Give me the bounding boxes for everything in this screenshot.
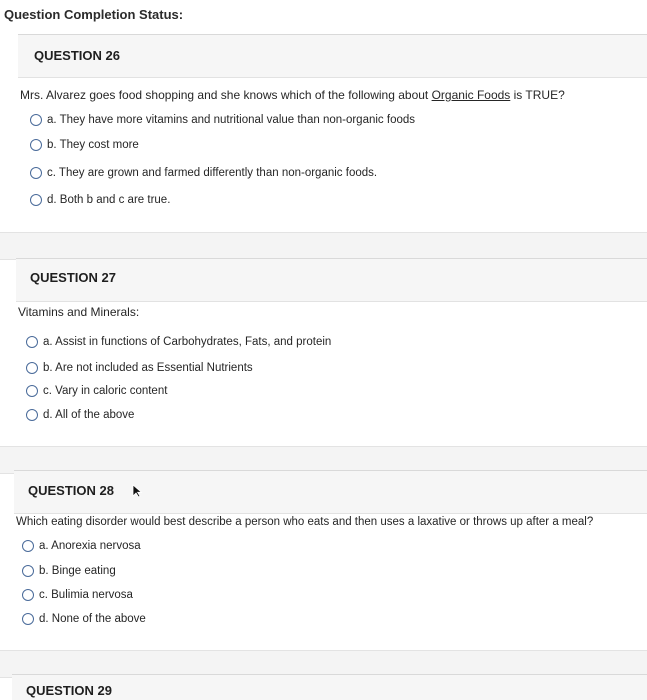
option-text: d. Both b and c are true.: [47, 194, 171, 206]
option-text: d. All of the above: [43, 409, 135, 421]
radio-button[interactable]: [22, 613, 34, 625]
question-divider: [0, 232, 647, 260]
organic-foods-link: Organic Foods: [431, 88, 511, 102]
question-27-option-c[interactable]: [26, 385, 167, 397]
question-status-label: Question Completion Status:: [4, 7, 184, 22]
option-text: d. None of the above: [39, 613, 146, 625]
question-27-option-a[interactable]: [26, 336, 331, 348]
radio-button[interactable]: [26, 336, 38, 348]
radio-button[interactable]: [22, 565, 34, 577]
question-26-option-b[interactable]: [30, 139, 139, 151]
question-27-option-b[interactable]: [26, 362, 253, 374]
question-27-option-d[interactable]: [26, 409, 134, 421]
question-28-stem: Which eating disorder would best describe a person who eats and then uses a laxative or throws up after a meal?: [16, 516, 594, 528]
question-28-option-b[interactable]: [22, 565, 116, 577]
option-text: a. They have more vitamins and nutritional value than non-organic foods: [47, 114, 416, 126]
radio-button[interactable]: [30, 167, 42, 179]
radio-button[interactable]: [26, 409, 38, 421]
option-text: b. Are not included as Essential Nutrients: [43, 362, 253, 374]
radio-button[interactable]: [30, 114, 42, 126]
option-text: b. Binge eating: [39, 565, 116, 577]
radio-button[interactable]: [26, 385, 38, 397]
radio-button[interactable]: [30, 139, 42, 151]
radio-button[interactable]: [30, 194, 42, 206]
question-28-option-d[interactable]: [22, 613, 146, 625]
question-27-stem: Vitamins and Minerals:: [18, 305, 140, 319]
question-26-option-c[interactable]: [30, 167, 377, 179]
question-28-option-c[interactable]: [22, 589, 133, 601]
question-28-option-a[interactable]: [22, 540, 141, 552]
question-26-option-a[interactable]: [30, 114, 415, 126]
question-26-title: QUESTION 26: [34, 48, 120, 63]
option-text: a. Assist in functions of Carbohydrates, Fats, and protein: [43, 336, 332, 348]
question-29-title: QUESTION 29: [26, 683, 112, 698]
option-text: c. Vary in caloric content: [43, 385, 168, 397]
mouse-pointer-icon: [131, 484, 145, 498]
option-text: a. Anorexia nervosa: [39, 540, 141, 552]
option-text: c. Bulimia nervosa: [39, 589, 133, 601]
radio-button[interactable]: [22, 589, 34, 601]
option-text: c. They are grown and farmed differently than non-organic foods.: [47, 167, 378, 179]
radio-button[interactable]: [22, 540, 34, 552]
question-26-stem: [20, 88, 565, 102]
question-28-title: QUESTION 28: [28, 483, 114, 498]
question-26-stem-suffix: is TRUE?: [510, 88, 565, 102]
radio-button[interactable]: [26, 362, 38, 374]
option-text: b. They cost more: [47, 139, 139, 151]
question-27-title: QUESTION 27: [30, 270, 116, 285]
question-26-stem-prefix: Mrs. Alvarez goes food shopping and she knows which of the following about: [20, 88, 432, 102]
question-26-option-d[interactable]: [30, 194, 170, 206]
